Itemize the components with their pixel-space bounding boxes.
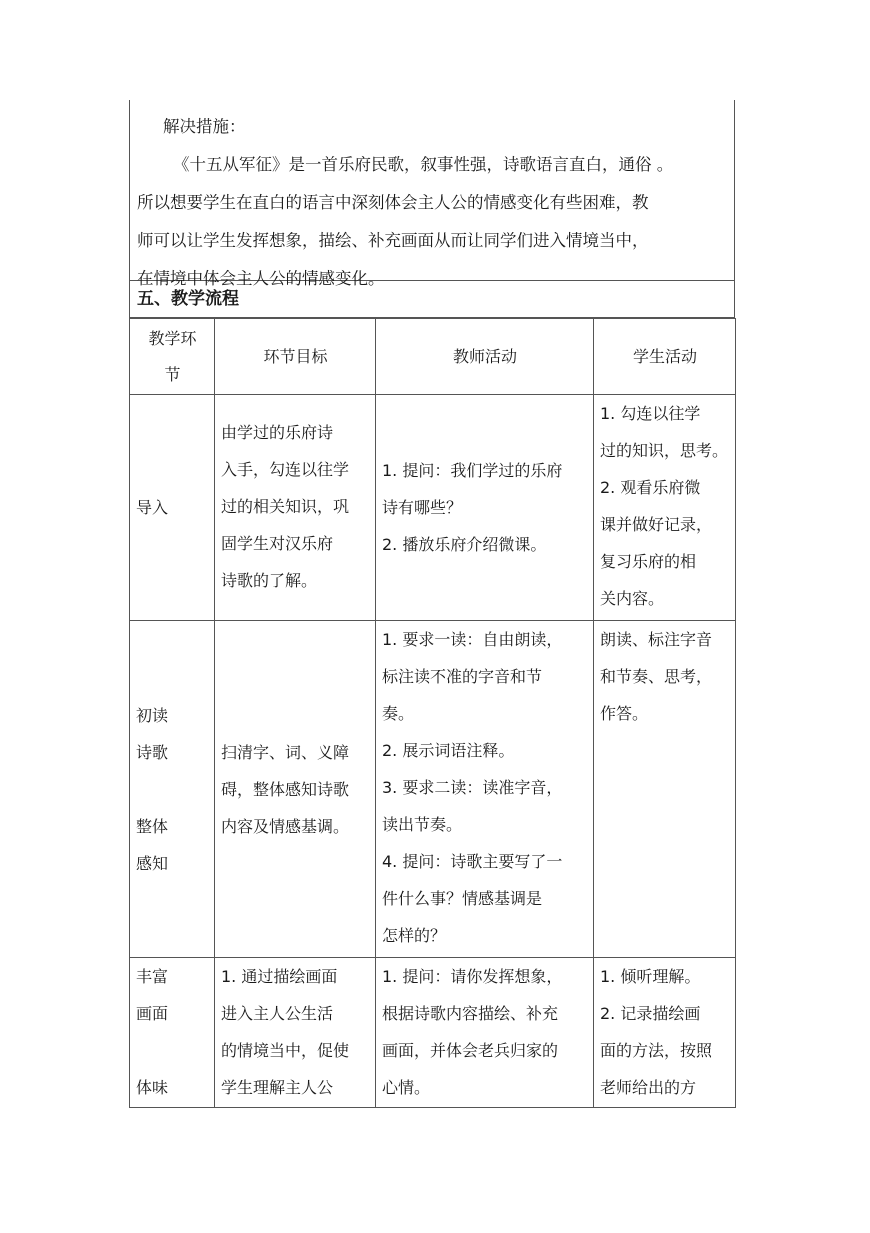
solution-line: 在情境中体会主人公的情感变化。 <box>137 269 385 288</box>
row-teacher: 1. 提问：我们学过的乐府 诗有哪些？ 2. 播放乐府介绍微课。 <box>376 395 594 621</box>
row-goal: 扫清字、词、义障 碍，整体感知诗歌 内容及情感基调。 <box>215 621 376 958</box>
header-goal: 环节目标 <box>215 319 376 395</box>
row-student: 1. 倾听理解。 2. 记录描绘画 面的方法，按照 老师给出的方 <box>594 958 736 1108</box>
solution-line: 所以想要学生在直白的语言中深刻体会主人公的情感变化有些困难，教 <box>137 193 649 212</box>
document-page <box>129 100 735 1108</box>
row-goal: 1. 通过描绘画面 进入主人公生活 的情境当中，促使 学生理解主人公 <box>215 958 376 1108</box>
solution-line: 《十五从军征》是一首乐府民歌，叙事性强，诗歌语言直白，通俗 。 <box>173 155 674 174</box>
table-row <box>130 621 736 958</box>
row-teacher: 1. 要求一读：自由朗读， 标注读不准的字音和节 奏。 2. 展示词语注释。 3. 要求二读：读准字音， 读出节奏。 4. 提问：诗歌主要写了一 件什么事？情感基调是 怎样的？ <box>376 621 594 958</box>
solution-block <box>129 100 735 288</box>
table-header-row <box>130 319 736 395</box>
solution-title: 解决措施： <box>163 117 246 136</box>
row-student: 1. 勾连以往学 过的知识，思考。 2. 观看乐府微 课并做好记录， 复习乐府的相 关内容。 <box>594 395 736 621</box>
row-teacher: 1. 提问：请你发挥想象， 根据诗歌内容描绘、补充 画面，并体会老兵归家的 心情。 <box>376 958 594 1108</box>
teaching-flow-table <box>129 318 736 1108</box>
header-stage: 教学环 节 <box>130 319 215 395</box>
row-student: 朗读、标注字音 和节奏、思考， 作答。 <box>594 621 736 958</box>
table-row <box>130 395 736 621</box>
row-stage: 导入 <box>130 395 215 621</box>
header-student: 学生活动 <box>594 319 736 395</box>
section-title: 五、教学流程 <box>129 280 735 318</box>
row-goal: 由学过的乐府诗 入手，勾连以往学 过的相关知识，巩 固学生对汉乐府 诗歌的了解。 <box>215 395 376 621</box>
table-row <box>130 958 736 1108</box>
solution-line: 师可以让学生发挥想象，描绘、补充画面从而让同学们进入情境当中， <box>137 231 649 250</box>
row-stage: 丰富 画面 体味 <box>130 958 215 1108</box>
header-teacher: 教师活动 <box>376 319 594 395</box>
row-stage: 初读 诗歌 整体 感知 <box>130 621 215 958</box>
